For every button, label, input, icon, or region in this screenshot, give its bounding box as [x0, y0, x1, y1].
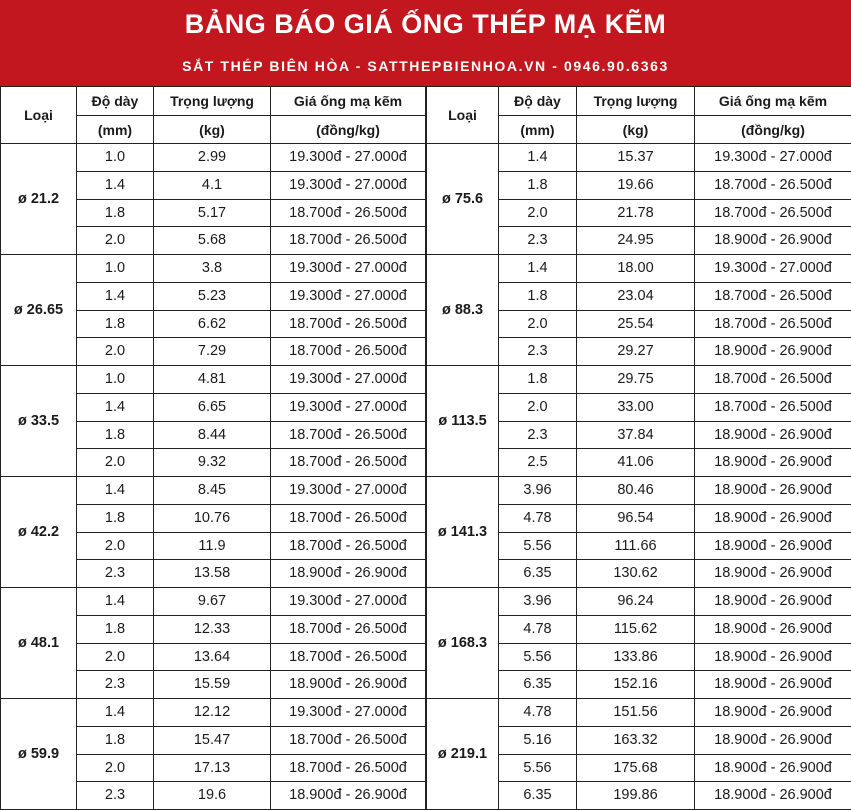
thickness-cell: 2.3 [499, 227, 577, 255]
price-cell: 18.700đ - 26.500đ [695, 310, 851, 338]
price-cell: 18.900đ - 26.900đ [695, 449, 851, 477]
header-weight: Trọng lượng [577, 87, 695, 116]
pipe-type-cell: ø 42.2 [1, 477, 77, 588]
thickness-cell: 1.4 [499, 255, 577, 283]
table-row [1, 255, 426, 283]
table-row [1, 588, 426, 616]
thickness-cell: 6.35 [499, 671, 577, 699]
price-cell: 19.300đ - 27.000đ [695, 255, 851, 283]
thickness-cell: 3.96 [499, 588, 577, 616]
pipe-type-cell: ø 168.3 [427, 588, 499, 699]
thickness-cell: 3.96 [499, 477, 577, 505]
thickness-cell: 2.0 [499, 393, 577, 421]
weight-cell: 96.24 [577, 588, 695, 616]
header-price: Giá ống mạ kẽm [271, 87, 426, 116]
thickness-cell: 1.8 [77, 310, 154, 338]
price-table-left-wrap [0, 86, 425, 800]
thickness-cell: 6.35 [499, 782, 577, 810]
price-cell: 19.300đ - 27.000đ [271, 366, 426, 394]
price-cell: 18.700đ - 26.500đ [695, 199, 851, 227]
weight-cell: 19.6 [154, 782, 271, 810]
pipe-type-cell: ø 219.1 [427, 699, 499, 810]
price-cell: 18.700đ - 26.500đ [271, 726, 426, 754]
price-cell: 18.900đ - 26.900đ [695, 338, 851, 366]
price-cell: 18.700đ - 26.500đ [271, 643, 426, 671]
price-cell: 18.900đ - 26.900đ [695, 615, 851, 643]
price-cell: 19.300đ - 27.000đ [271, 171, 426, 199]
table-row [1, 477, 426, 505]
thickness-cell: 1.4 [77, 588, 154, 616]
pipe-type-cell: ø 59.9 [1, 699, 77, 810]
price-cell: 18.900đ - 26.900đ [695, 643, 851, 671]
weight-cell: 17.13 [154, 754, 271, 782]
thickness-cell: 1.8 [499, 282, 577, 310]
page-subtitle: SẮT THÉP BIÊN HÒA - SATTHEPBIENHOA.VN - 0946.90.6363 [0, 58, 851, 74]
weight-cell: 15.37 [577, 144, 695, 172]
price-table-right-wrap [426, 86, 851, 800]
weight-cell: 12.33 [154, 615, 271, 643]
weight-cell: 80.46 [577, 477, 695, 505]
weight-cell: 33.00 [577, 393, 695, 421]
header-weight-unit: (kg) [154, 116, 271, 144]
weight-cell: 9.67 [154, 588, 271, 616]
header-weight-unit: (kg) [577, 116, 695, 144]
thickness-cell: 4.78 [499, 504, 577, 532]
thickness-cell: 1.4 [77, 699, 154, 727]
weight-cell: 18.00 [577, 255, 695, 283]
weight-cell: 199.86 [577, 782, 695, 810]
weight-cell: 115.62 [577, 615, 695, 643]
weight-cell: 2.99 [154, 144, 271, 172]
header-price-unit: (đồng/kg) [695, 116, 851, 144]
pipe-type-cell: ø 88.3 [427, 255, 499, 366]
weight-cell: 29.27 [577, 338, 695, 366]
thickness-cell: 1.8 [499, 366, 577, 394]
thickness-cell: 2.3 [499, 338, 577, 366]
thickness-cell: 2.5 [499, 449, 577, 477]
weight-cell: 8.45 [154, 477, 271, 505]
pipe-type-cell: ø 113.5 [427, 366, 499, 477]
thickness-cell: 1.8 [77, 199, 154, 227]
thickness-cell: 1.4 [499, 144, 577, 172]
price-cell: 18.900đ - 26.900đ [271, 560, 426, 588]
weight-cell: 29.75 [577, 366, 695, 394]
thickness-cell: 5.56 [499, 532, 577, 560]
weight-cell: 175.68 [577, 754, 695, 782]
thickness-cell: 2.0 [499, 310, 577, 338]
weight-cell: 4.81 [154, 366, 271, 394]
weight-cell: 4.1 [154, 171, 271, 199]
pipe-type-cell: ø 33.5 [1, 366, 77, 477]
pipe-type-cell: ø 75.6 [427, 144, 499, 255]
weight-cell: 25.54 [577, 310, 695, 338]
thickness-cell: 2.3 [77, 560, 154, 588]
thickness-cell: 2.0 [77, 449, 154, 477]
thickness-cell: 2.0 [77, 227, 154, 255]
price-cell: 18.900đ - 26.900đ [695, 782, 851, 810]
weight-cell: 6.65 [154, 393, 271, 421]
thickness-cell: 4.78 [499, 699, 577, 727]
thickness-cell: 5.56 [499, 643, 577, 671]
thickness-cell: 1.4 [77, 477, 154, 505]
price-cell: 18.700đ - 26.500đ [271, 227, 426, 255]
weight-cell: 19.66 [577, 171, 695, 199]
header-type: Loại [1, 87, 77, 144]
price-cell: 18.900đ - 26.900đ [695, 532, 851, 560]
price-cell: 18.700đ - 26.500đ [695, 366, 851, 394]
weight-cell: 21.78 [577, 199, 695, 227]
thickness-cell: 2.0 [77, 643, 154, 671]
weight-cell: 3.8 [154, 255, 271, 283]
table-row [427, 255, 851, 283]
weight-cell: 152.16 [577, 671, 695, 699]
weight-cell: 37.84 [577, 421, 695, 449]
price-cell: 18.900đ - 26.900đ [695, 227, 851, 255]
weight-cell: 13.58 [154, 560, 271, 588]
price-cell: 18.700đ - 26.500đ [695, 282, 851, 310]
price-cell: 18.700đ - 26.500đ [271, 199, 426, 227]
price-cell: 18.900đ - 26.900đ [695, 671, 851, 699]
price-cell: 19.300đ - 27.000đ [695, 144, 851, 172]
header-banner [0, 0, 851, 86]
header-thickness: Độ dày [77, 87, 154, 116]
thickness-cell: 1.0 [77, 255, 154, 283]
thickness-cell: 1.4 [77, 282, 154, 310]
price-cell: 18.900đ - 26.900đ [271, 671, 426, 699]
thickness-cell: 5.56 [499, 754, 577, 782]
thickness-cell: 2.0 [77, 338, 154, 366]
price-cell: 18.700đ - 26.500đ [695, 171, 851, 199]
thickness-cell: 4.78 [499, 615, 577, 643]
weight-cell: 15.47 [154, 726, 271, 754]
price-cell: 18.900đ - 26.900đ [271, 782, 426, 810]
thickness-cell: 1.8 [77, 421, 154, 449]
header-thickness: Độ dày [499, 87, 577, 116]
thickness-cell: 2.0 [77, 532, 154, 560]
weight-cell: 111.66 [577, 532, 695, 560]
table-row [1, 366, 426, 394]
pipe-type-cell: ø 48.1 [1, 588, 77, 699]
weight-cell: 8.44 [154, 421, 271, 449]
thickness-cell: 2.0 [77, 754, 154, 782]
price-cell: 18.700đ - 26.500đ [271, 449, 426, 477]
header-price-unit: (đồng/kg) [271, 116, 426, 144]
weight-cell: 130.62 [577, 560, 695, 588]
weight-cell: 5.17 [154, 199, 271, 227]
thickness-cell: 2.0 [499, 199, 577, 227]
price-cell: 18.700đ - 26.500đ [271, 310, 426, 338]
price-cell: 18.900đ - 26.900đ [695, 588, 851, 616]
price-cell: 18.700đ - 26.500đ [271, 338, 426, 366]
thickness-cell: 1.8 [77, 726, 154, 754]
price-cell: 19.300đ - 27.000đ [271, 255, 426, 283]
thickness-cell: 2.3 [77, 782, 154, 810]
weight-cell: 5.68 [154, 227, 271, 255]
header-thickness-unit: (mm) [499, 116, 577, 144]
price-cell: 18.900đ - 26.900đ [695, 699, 851, 727]
thickness-cell: 2.3 [499, 421, 577, 449]
table-row [427, 366, 851, 394]
table-row [1, 699, 426, 727]
weight-cell: 151.56 [577, 699, 695, 727]
price-cell: 19.300đ - 27.000đ [271, 393, 426, 421]
table-row [1, 144, 426, 172]
price-cell: 18.900đ - 26.900đ [695, 726, 851, 754]
price-cell: 18.900đ - 26.900đ [695, 477, 851, 505]
price-cell: 18.700đ - 26.500đ [271, 421, 426, 449]
thickness-cell: 1.0 [77, 366, 154, 394]
thickness-cell: 1.8 [499, 171, 577, 199]
price-table-left [0, 86, 426, 810]
price-cell: 19.300đ - 27.000đ [271, 282, 426, 310]
price-cell: 19.300đ - 27.000đ [271, 699, 426, 727]
weight-cell: 10.76 [154, 504, 271, 532]
weight-cell: 41.06 [577, 449, 695, 477]
price-cell: 18.700đ - 26.500đ [695, 393, 851, 421]
weight-cell: 5.23 [154, 282, 271, 310]
price-cell: 18.900đ - 26.900đ [695, 421, 851, 449]
weight-cell: 9.32 [154, 449, 271, 477]
table-row [427, 699, 851, 727]
price-cell: 18.900đ - 26.900đ [695, 754, 851, 782]
weight-cell: 163.32 [577, 726, 695, 754]
header-price: Giá ống mạ kẽm [695, 87, 851, 116]
weight-cell: 7.29 [154, 338, 271, 366]
thickness-cell: 1.4 [77, 393, 154, 421]
weight-cell: 15.59 [154, 671, 271, 699]
table-row [427, 588, 851, 616]
price-cell: 18.700đ - 26.500đ [271, 532, 426, 560]
weight-cell: 13.64 [154, 643, 271, 671]
price-cell: 18.700đ - 26.500đ [271, 504, 426, 532]
table-row [427, 144, 851, 172]
price-table-right [426, 86, 851, 810]
pipe-type-cell: ø 141.3 [427, 477, 499, 588]
price-cell: 19.300đ - 27.000đ [271, 477, 426, 505]
thickness-cell: 2.3 [77, 671, 154, 699]
thickness-cell: 1.0 [77, 144, 154, 172]
thickness-cell: 1.8 [77, 615, 154, 643]
price-cell: 18.700đ - 26.500đ [271, 615, 426, 643]
price-cell: 18.700đ - 26.500đ [271, 754, 426, 782]
thickness-cell: 6.35 [499, 560, 577, 588]
pipe-type-cell: ø 26.65 [1, 255, 77, 366]
weight-cell: 24.95 [577, 227, 695, 255]
weight-cell: 12.12 [154, 699, 271, 727]
price-cell: 19.300đ - 27.000đ [271, 588, 426, 616]
page-title: BẢNG BÁO GIÁ ỐNG THÉP MẠ KẼM [0, 9, 851, 40]
price-cell: 18.900đ - 26.900đ [695, 504, 851, 532]
weight-cell: 11.9 [154, 532, 271, 560]
pipe-type-cell: ø 21.2 [1, 144, 77, 255]
weight-cell: 6.62 [154, 310, 271, 338]
header-type: Loại [427, 87, 499, 144]
price-cell: 18.900đ - 26.900đ [695, 560, 851, 588]
price-cell: 19.300đ - 27.000đ [271, 144, 426, 172]
thickness-cell: 1.4 [77, 171, 154, 199]
table-row [427, 477, 851, 505]
header-weight: Trọng lượng [154, 87, 271, 116]
weight-cell: 133.86 [577, 643, 695, 671]
header-thickness-unit: (mm) [77, 116, 154, 144]
weight-cell: 96.54 [577, 504, 695, 532]
thickness-cell: 5.16 [499, 726, 577, 754]
thickness-cell: 1.8 [77, 504, 154, 532]
weight-cell: 23.04 [577, 282, 695, 310]
